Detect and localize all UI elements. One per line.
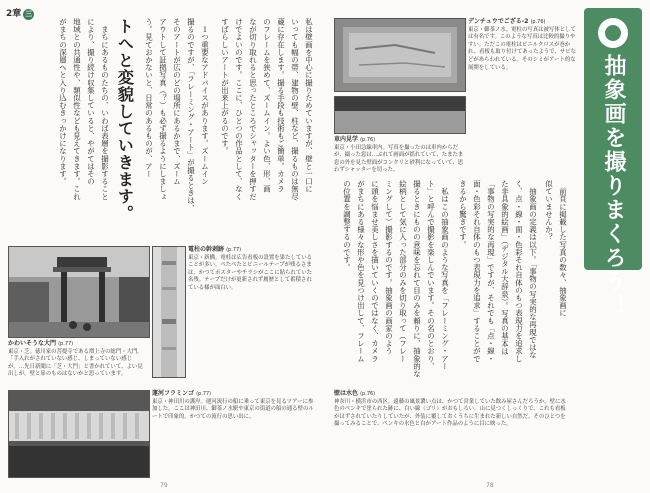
- pole-photo-image: [153, 247, 185, 377]
- text-column: けでよいのです。ここに、ひとつの作品として、なく: [234, 18, 244, 201]
- car-photo-image: [335, 97, 465, 133]
- car-photo: [334, 96, 466, 134]
- text-column: まちにあるものたちの、いわば表層を撮影すること: [100, 18, 110, 201]
- chapter-header: [6, 6, 34, 20]
- text-column: のフレームを狭めて、ズームイン。よい色、形、画: [262, 18, 272, 193]
- caption-denchu: [468, 18, 576, 72]
- caption-ref: (p.77): [58, 341, 74, 347]
- emphasis-text: トへと変貌していきます。: [115, 18, 135, 222]
- caption-car: [334, 136, 464, 175]
- caption-gate: [8, 340, 148, 379]
- pole-photo: [152, 246, 186, 378]
- chapter-number-badge: 三: [25, 10, 33, 18]
- text-column: 前頁に掲載した写真の数々、抽象画に: [558, 180, 568, 317]
- text-column: 撮るときにものの意味を忘れて目のみを頼りに、抽象的な: [412, 180, 422, 378]
- text-column: 似ていませんか？: [544, 180, 554, 241]
- text-column: ト」と呼んで撮影を楽しんでいます。その名のとおり、: [426, 180, 436, 370]
- text-column: いっても幅の帯、建物の壁、柱など、撮るものは無尽: [290, 18, 300, 201]
- text-column: く、点・線・面・色彩それ自体のもつ表現力を追求し: [514, 180, 524, 363]
- caption-ref: (p.77): [226, 247, 242, 253]
- canal-photo: [8, 390, 150, 478]
- caption-title: 車内見学: [334, 136, 359, 143]
- text-column: がまちにある様々な形や色を見つけ出して、フレーム: [356, 180, 366, 363]
- text-column: う。見ておかないと、日常のあるものが、アー: [144, 18, 154, 178]
- text-column: 「事物の写実的な再現」ですが、それでも「点・線・: [486, 180, 496, 363]
- caption-ref: (p.77): [196, 391, 212, 397]
- text-column: 私はこの抽象画のような写真を「フレーミング・アー: [440, 180, 450, 370]
- caption-ref: (p.76): [360, 391, 376, 397]
- caption-title: 運河フラミンゴ: [152, 390, 195, 397]
- gate-photo: [8, 246, 150, 338]
- caption-title: 壁は水色: [334, 390, 359, 397]
- caption-ref: (p.76): [360, 137, 376, 143]
- caption-title: 電柱の幹剥跡: [188, 246, 225, 253]
- text-column: た非具象的絵画」（デジタル大辞泉）。写真の基本は: [500, 180, 510, 355]
- wall-photo: [334, 18, 466, 92]
- wall-photo-image: [335, 19, 465, 91]
- caption-title: デンチュウでござる-2: [468, 18, 529, 25]
- caption-blue-wall: [334, 390, 570, 429]
- caption-text: 東京・芝。徳川家の菩提寺である増上寺の総門・大門。「手入れがされていない感じ、しまっていない感じが。…先日新聞に「芝・大門」と書かれていて、よい見出しが。壁と扉のものはないかと思っています。: [8, 348, 143, 378]
- text-column: 抽象画の定義は以下。「事物の写実的な再現ではな: [528, 180, 538, 359]
- text-column: 面・色彩それ自体のもつ表現力を追求」することがで: [472, 180, 482, 363]
- caption-pole: [188, 246, 316, 293]
- text-column: アウトして証拠写真（？）も必ず撮るようにしましょ: [158, 18, 168, 201]
- text-column: により、撮り続け収集していると、やがてはその: [86, 18, 96, 186]
- text-column: ミングして）撮影するのです。抽象画の画家のよう: [384, 180, 394, 355]
- caption-text: 東京・小田急線車内。写真を撮ったのは車内からだが、撮った窓は…ぶれて画面が揺れていて、たまたま窓の外を見た壁面がコンクリと砂利になっていて、思わずシャッターを切った。: [334, 144, 464, 174]
- text-column: 私は壁画を中心に撮りためていますが、壁と一口に: [304, 18, 314, 193]
- banner-title: 抽象画を撮りまくろう！: [601, 54, 626, 318]
- text-column: きるから驚きです。: [458, 180, 468, 249]
- chapter-label: 2章: [6, 9, 22, 19]
- text-column: に頭を悩ませ美しさを描いていくのではなく、カメラ: [370, 180, 380, 363]
- page-number-right: 78: [486, 482, 494, 489]
- caption-text: 東京・御茶ノ水。電柱の写真は被写体としては有名です。このような写真は比較的撮りやすい。ただこの電柱はビニルクロスが巻かれ、看板も取り付けてあったようで、サビなどがあらわれている。そのシミがアート的な展開をしている。: [468, 26, 576, 71]
- canal-photo-image: [9, 391, 149, 477]
- text-column: 蔵に存在します。撮る手段も技術もご簡単。カメラ: [276, 18, 286, 193]
- text-column: 絵柄として気に入った部分のみを切り取って（フレー: [398, 180, 408, 363]
- text-column: の位置を調整するのです。: [342, 180, 352, 272]
- text-column: 地域との共通性や、類似性なども見えてきます。これ: [72, 18, 82, 201]
- page-number-left: 79: [160, 482, 168, 489]
- text-column: そのアートが広のどの場所にあるかまで、ズーム: [172, 18, 182, 186]
- text-column: なが切り取れると思ったところでシャッターを押すだ: [248, 18, 258, 201]
- gate-photo-image: [9, 247, 149, 337]
- banner-circle-icon: [598, 18, 628, 48]
- caption-title: かわいそうな大門: [8, 340, 57, 347]
- text-column: 撮るのですが、「フレーミング・アート」が撮るときは、: [186, 18, 196, 212]
- caption-canal: [152, 390, 316, 421]
- text-column: すばらしいアートが出来上がるのです。: [220, 18, 230, 155]
- text-column: がまちの深層へと入り込むきっかけになります。: [58, 18, 68, 186]
- caption-text: 神奈川・横浜市の西区。遠藤の風景濃い点は、かつて営業していた飲み屋さんだろうか。壁に水色のペンキで塗られた跡に、白い線（ゴリ）がおもしろい。山に見つくしっくりで、これも看板がはずされていたりしていたが、外装に覆しておくうちに生まれた新しい自然だ。そのひとつを撮ってみることで、ペンキの水色と白がアート作品のように目に映った。: [334, 398, 566, 428]
- caption-ref: (p.76): [530, 19, 546, 25]
- text-column: １つ重要なアドバイスがあります。ズームイン: [200, 18, 210, 186]
- caption-text: 東京・神田川の護岸。運河流行の船に乗って東京を見るツアーに参加した。ここは神田川、御茶ノ水駅や東京の街道の船の通る壁のルートで印象的。かつての流行の思い出に。: [152, 398, 314, 420]
- caption-text: 東京・新橋。電柱は広告看板の設置を果たしていることが多い。ぺたぺたとビニールテープが残るさまは、かつてポスターやチラシがここに貼られていた名残。テープだけが更新されず履歴として蓄積されている様が面白い。: [188, 254, 312, 291]
